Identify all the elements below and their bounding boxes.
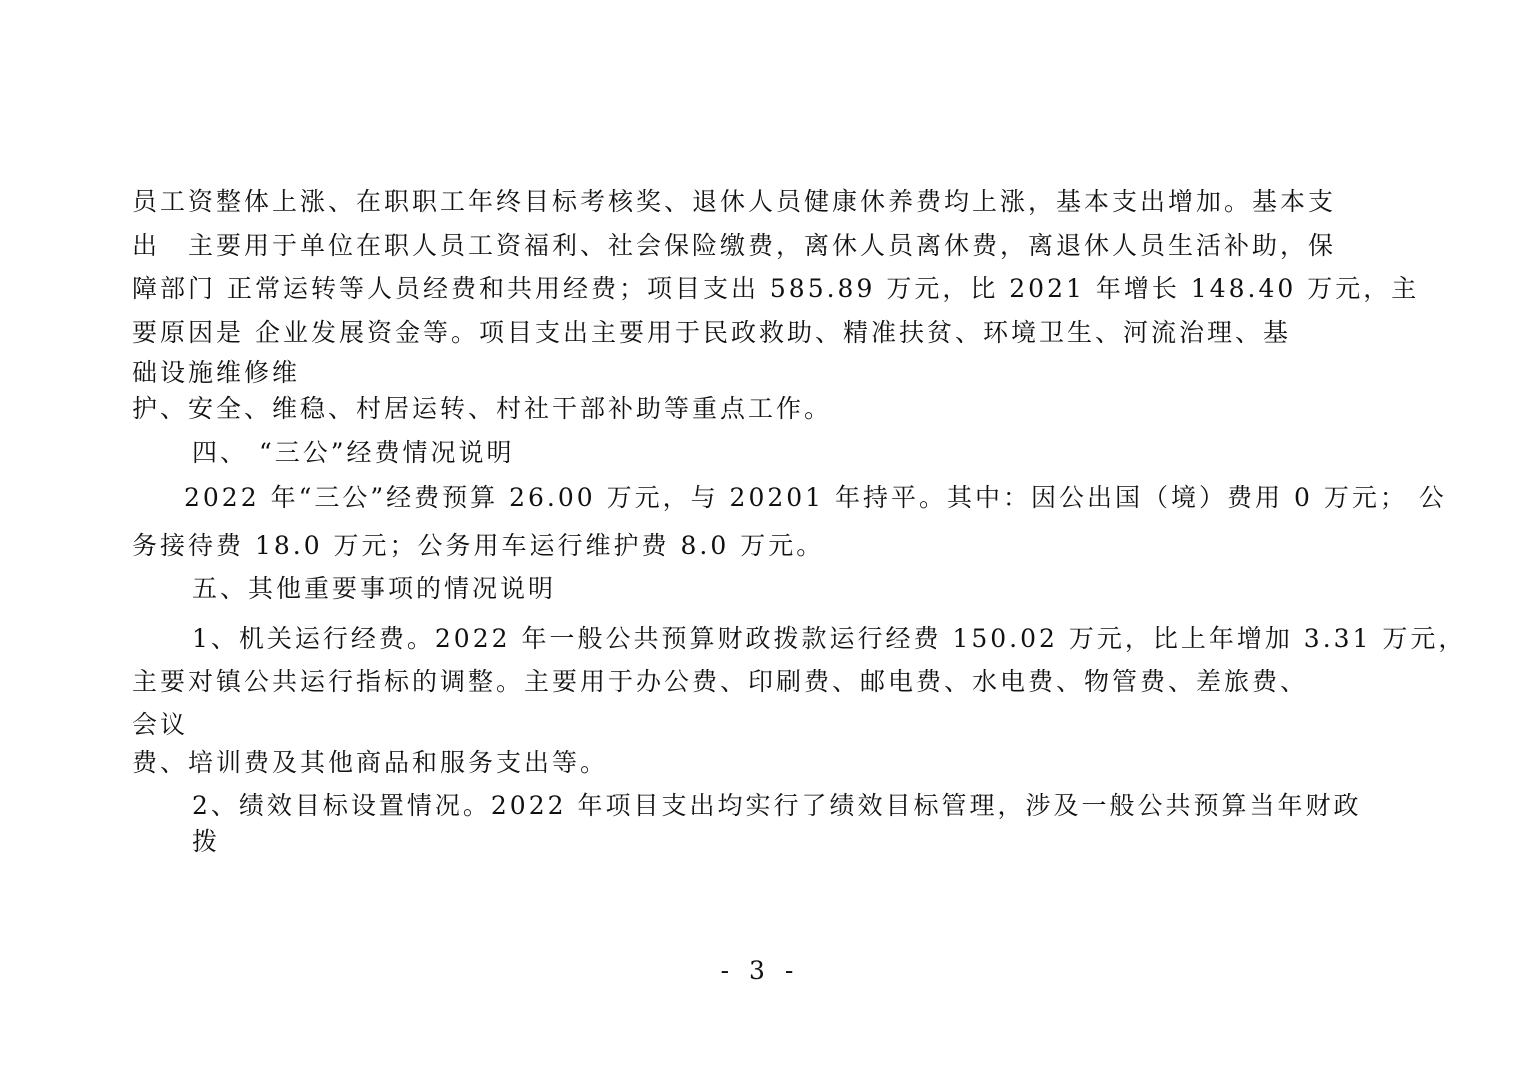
text-line: 费、培训费及其他商品和服务支出等。	[132, 748, 609, 777]
text-line: 2022 年“三公”经费预算 26.00 万元，与 20201 年持平。其中：因公出国（境）费用 0 万元； 公	[184, 483, 1447, 512]
text-line: 护、安全、维稳、村居运转、村社干部补助等重点工作。	[132, 394, 833, 423]
text-line: 1、机关运行经费。2022 年一般公共预算财政拨款运行经费 150.02 万元，比上年增加 3.31 万元，	[192, 624, 1467, 653]
text-line: 要原因是 企业发展资金等。项目支出主要用于民政救助、精准扶贫、环境卫生、河流治理、基	[132, 318, 1291, 347]
text-line: 员工资整体上涨、在职职工年终目标考核奖、退休人员健康休养费均上涨，基本支出增加。基本支	[132, 187, 1337, 216]
text-line: 拨	[192, 827, 221, 856]
text-line: 础设施维修维	[132, 358, 301, 387]
text-line: 会议	[132, 710, 189, 739]
page-number: - 3 -	[720, 956, 800, 985]
text-line: 务接待费 18.0 万元；公务用车运行维护费 8.0 万元。	[132, 531, 825, 560]
text-line: 2、绩效目标设置情况。2022 年项目支出均实行了绩效目标管理，涉及一般公共预算当年财政	[192, 791, 1362, 820]
section-heading: 四、 “三公”经费情况说明	[192, 438, 515, 467]
text-line: 主要对镇公共运行指标的调整。主要用于办公费、印刷费、邮电费、水电费、物管费、差旅费、	[132, 667, 1309, 696]
text-line: 障部门 正常运转等人员经费和共用经费；项目支出 585.89 万元，比 2021 年增长 148.40 万元，主	[132, 274, 1420, 303]
section-heading: 五、其他重要事项的情况说明	[192, 574, 557, 603]
text-line: 出 主要用于单位在职人员工资福利、社会保险缴费，离休人员离休费，离退休人员生活补助，保	[132, 231, 1337, 260]
